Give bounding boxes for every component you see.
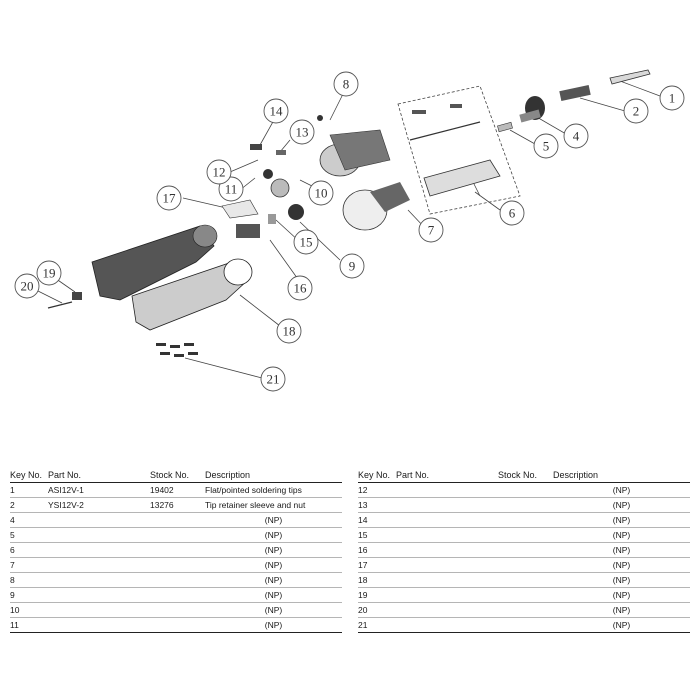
callout-17 <box>157 186 181 210</box>
header-part-no: Part No. <box>48 470 82 480</box>
callout-number: 18 <box>282 323 296 339</box>
callout-2 <box>624 99 648 123</box>
callout-number: 15 <box>299 234 313 250</box>
cell-description: (NP) <box>264 530 283 540</box>
cell-part-no: ASI12V-1 <box>48 485 84 495</box>
table-row <box>10 588 342 603</box>
callout-14 <box>264 99 288 123</box>
cell-key-no: 20 <box>358 605 368 615</box>
cell-description: (NP) <box>612 485 631 495</box>
callout-4 <box>564 124 588 148</box>
cell-key-no: 6 <box>10 545 15 555</box>
table-row <box>358 603 690 618</box>
parts-table-left <box>10 468 342 633</box>
table-header <box>10 468 342 483</box>
callout-number: 11 <box>224 181 238 197</box>
cell-description: Tip retainer sleeve and nut <box>205 500 306 510</box>
table-row <box>358 543 690 558</box>
soldering-tip-part <box>610 70 650 84</box>
callout-19 <box>37 261 61 285</box>
header-key-no: Key No. <box>358 470 391 480</box>
cell-key-no: 15 <box>358 530 368 540</box>
callout-5 <box>534 134 558 158</box>
cell-key-no: 17 <box>358 560 368 570</box>
table-row <box>10 618 342 633</box>
table-row <box>358 618 690 633</box>
cell-key-no: 18 <box>358 575 368 585</box>
callout-number: 17 <box>162 190 176 206</box>
circuit-board-part <box>410 104 500 196</box>
callout-10 <box>309 181 333 205</box>
switch-part <box>48 292 82 308</box>
sleeve-part <box>497 110 540 132</box>
callout-number: 16 <box>293 280 307 296</box>
header-description: Description <box>553 470 599 480</box>
table-row <box>10 483 342 498</box>
callout-number: 9 <box>348 258 356 274</box>
callout-7 <box>419 218 443 242</box>
callout-number: 21 <box>266 371 280 387</box>
header-stock-no: Stock No. <box>150 470 190 480</box>
cell-description: (NP) <box>612 515 631 525</box>
callout-1 <box>660 86 684 110</box>
callout-15 <box>294 230 318 254</box>
table-row <box>358 498 690 513</box>
callout-number: 1 <box>668 90 676 106</box>
table-row <box>358 573 690 588</box>
table-row <box>358 483 690 498</box>
cell-description: (NP) <box>612 500 631 510</box>
callout-21 <box>261 367 285 391</box>
table-row <box>358 588 690 603</box>
motor-assembly-part <box>317 115 390 176</box>
cell-description: (NP) <box>264 515 283 525</box>
table-row <box>10 573 342 588</box>
callout-number: 10 <box>314 185 328 201</box>
cell-key-no: 14 <box>358 515 368 525</box>
cell-stock-no: 19402 <box>150 485 174 495</box>
table-row <box>10 513 342 528</box>
cell-key-no: 13 <box>358 500 368 510</box>
callout-number: 2 <box>632 103 640 119</box>
callout-number: 14 <box>269 103 283 119</box>
gear-housing-part-7 <box>343 182 410 230</box>
table-row <box>10 528 342 543</box>
callout-number: 19 <box>42 265 56 281</box>
cell-description: (NP) <box>264 620 283 630</box>
callout-12 <box>207 160 231 184</box>
cell-description: (NP) <box>612 560 631 570</box>
cell-description: (NP) <box>612 545 631 555</box>
cell-key-no: 12 <box>358 485 368 495</box>
callout-number: 8 <box>342 76 350 92</box>
cell-description: (NP) <box>264 590 283 600</box>
cell-description: (NP) <box>264 605 283 615</box>
cell-key-no: 19 <box>358 590 368 600</box>
cell-description: (NP) <box>612 530 631 540</box>
table-row <box>10 558 342 573</box>
callout-9 <box>340 254 364 278</box>
callout-8 <box>334 72 358 96</box>
callout-number: 5 <box>542 138 550 154</box>
cell-description: (NP) <box>612 605 631 615</box>
cell-description: Flat/pointed soldering tips <box>205 485 302 495</box>
cell-stock-no: 13276 <box>150 500 174 510</box>
cell-description: (NP) <box>612 620 631 630</box>
cell-key-no: 5 <box>10 530 15 540</box>
header-stock-no: Stock No. <box>498 470 538 480</box>
table-row <box>358 513 690 528</box>
callout-number: 6 <box>508 205 516 221</box>
callout-group <box>15 72 684 391</box>
cell-part-no: YSI12V-2 <box>48 500 84 510</box>
cell-key-no: 7 <box>10 560 15 570</box>
table-row <box>358 528 690 543</box>
header-description: Description <box>205 470 251 480</box>
callout-number: 7 <box>427 222 435 238</box>
parts-table-right <box>358 468 690 633</box>
cell-key-no: 9 <box>10 590 15 600</box>
cell-description: (NP) <box>612 575 631 585</box>
callout-number: 13 <box>295 124 309 140</box>
cell-key-no: 11 <box>10 620 19 630</box>
callout-16 <box>288 276 312 300</box>
cell-description: (NP) <box>612 590 631 600</box>
table-row <box>10 498 342 513</box>
table-row <box>10 543 342 558</box>
cell-description: (NP) <box>264 545 283 555</box>
cell-key-no: 4 <box>10 515 15 525</box>
cell-key-no: 1 <box>10 485 15 495</box>
callout-6 <box>500 201 524 225</box>
table-row <box>358 558 690 573</box>
header-key-no: Key No. <box>10 470 43 480</box>
table-header <box>358 468 690 483</box>
cell-description: (NP) <box>264 575 283 585</box>
cell-key-no: 21 <box>358 620 368 630</box>
callout-13 <box>290 120 314 144</box>
cell-key-no: 2 <box>10 500 15 510</box>
cell-key-no: 10 <box>10 605 20 615</box>
cell-key-no: 16 <box>358 545 368 555</box>
callout-18 <box>277 319 301 343</box>
callout-number: 12 <box>212 164 226 180</box>
cell-description: (NP) <box>264 560 283 570</box>
table-row <box>10 603 342 618</box>
callout-number: 20 <box>20 278 34 294</box>
header-part-no: Part No. <box>396 470 430 480</box>
screw-set-part <box>156 343 198 357</box>
callout-number: 4 <box>572 128 580 144</box>
cell-key-no: 8 <box>10 575 15 585</box>
callout-20 <box>15 274 39 298</box>
